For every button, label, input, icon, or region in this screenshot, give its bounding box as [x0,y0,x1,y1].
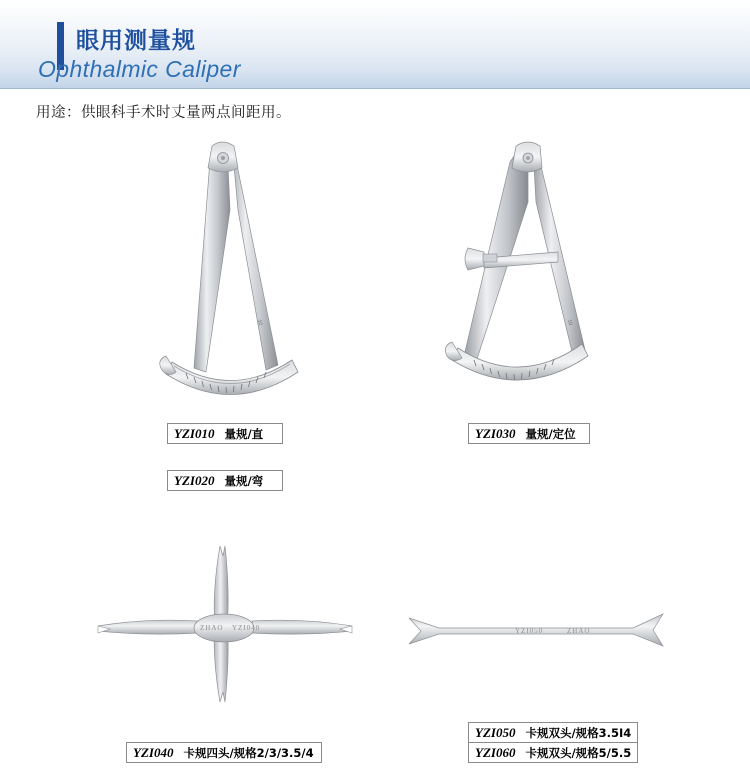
product-code: YZI030 [475,425,516,441]
product-desc: 卡规双头/规格3.5I4 [525,725,632,740]
product-label-yzi060 [468,742,638,763]
product-label-yzi010 [167,423,283,444]
product-code: YZI050 [475,724,516,740]
product-label-group-right-bottom [468,722,638,763]
product-desc: 量规/弯 [224,473,264,488]
model-mark-artwork: YZI040 [232,624,261,632]
usage-description: 用途：供眼科手术时丈量两点间距用。 [36,105,291,121]
brand-mark-artwork-2: YZI050 [515,627,544,635]
caliper-four-head-illustration [80,540,370,710]
product-label-yzi050 [468,722,638,743]
product-desc: 量规/定位 [525,426,576,441]
caliper-straight-illustration [150,140,340,410]
page-title-chinese: 眼用测量规 [76,28,196,54]
product-desc: 量规/直 [224,426,264,441]
product-code: YZI010 [174,425,215,441]
product-label-yzi040 [126,742,322,763]
product-desc: 卡规双头/规格5/5.5 [525,745,632,760]
caliper-positioning-illustration [440,140,650,410]
brand-mark-artwork-3: ZHAO [567,627,591,635]
product-label-yzi020 [167,470,283,491]
scale-mark-text-2: 10 [566,319,574,326]
page-title-english: Ophthalmic Caliper [38,56,241,82]
scale-mark-text: 10 [256,319,264,326]
product-code: YZI040 [133,744,174,760]
product-desc: 卡规四头/规格2/3/3.5/4 [183,745,314,760]
product-label-yzi030 [468,423,590,444]
brand-mark-artwork: ZHAO [200,624,224,632]
product-code: YZI060 [475,744,516,760]
product-code: YZI020 [174,472,215,488]
caliper-double-head-illustration [395,600,675,660]
